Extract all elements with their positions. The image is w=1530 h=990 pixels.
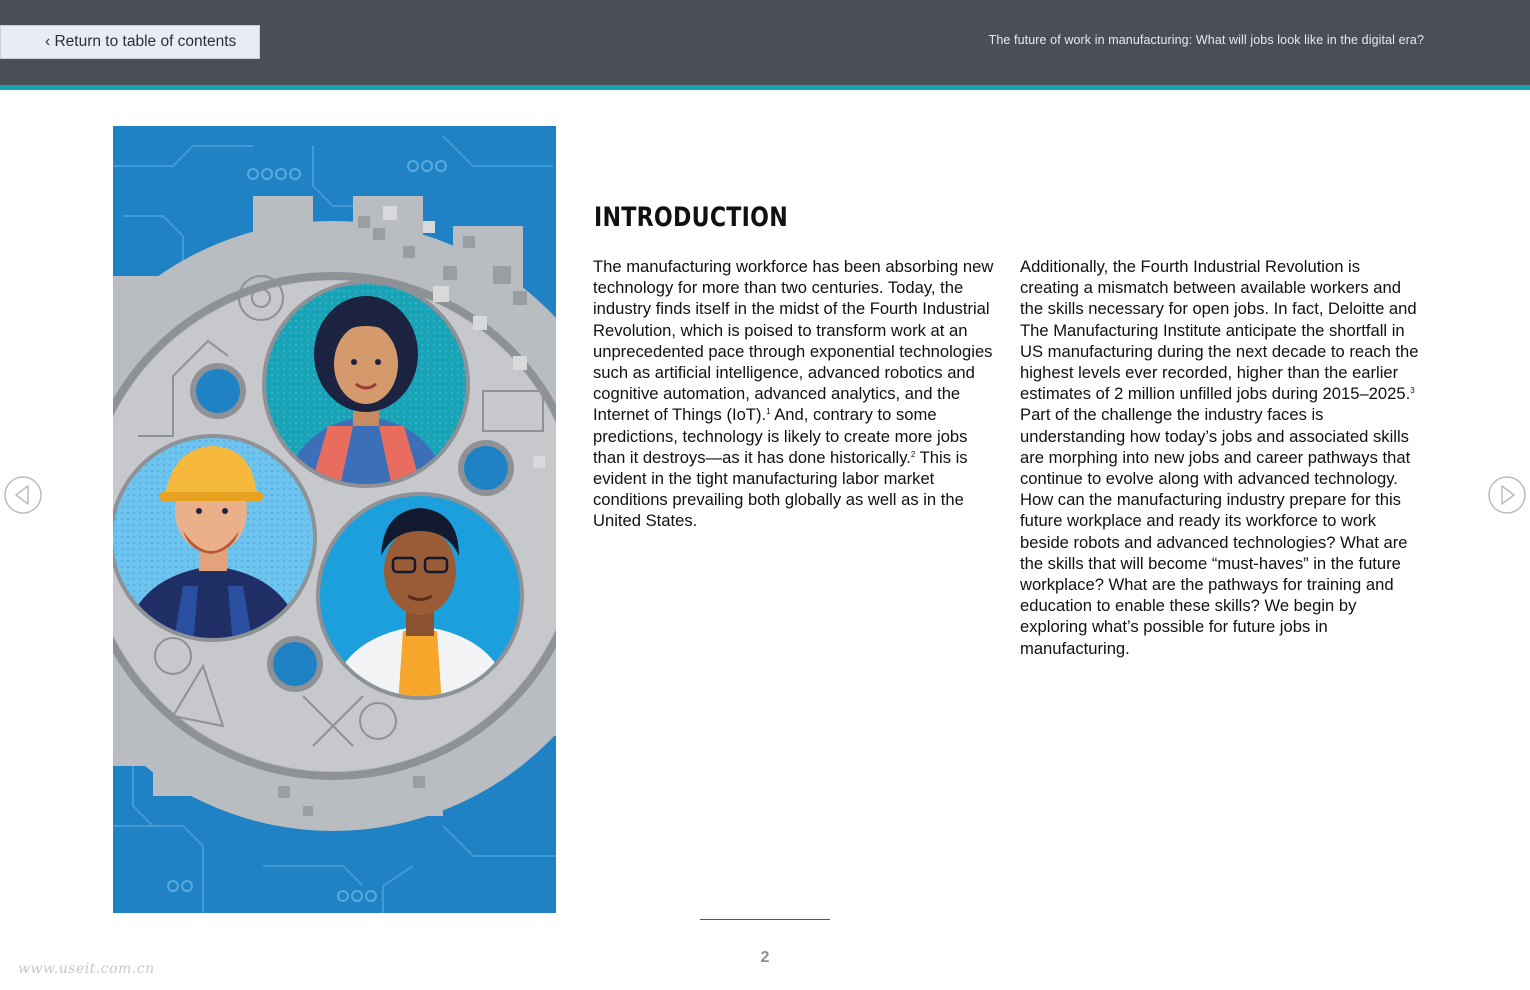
next-page-icon[interactable] — [1487, 475, 1527, 515]
document-title: The future of work in manufacturing: What will jobs look like in the digital era? — [988, 33, 1424, 47]
return-to-toc-button[interactable]: ‹ Return to table of contents — [0, 25, 260, 59]
footnote-ref-3[interactable]: 3 — [1410, 386, 1415, 396]
intro-column-2 — [1020, 256, 1420, 659]
prev-page-icon[interactable] — [3, 475, 43, 515]
illustration-svg — [113, 126, 556, 913]
footnote-ref-1[interactable]: 1 — [766, 407, 771, 417]
page-number: 2 — [760, 949, 770, 966]
intro-column-1 — [593, 256, 997, 532]
intro-paragraph-2: Additionally, the Fourth Industrial Revolution is creating a mismatch between available workers and the skills necessary for open jobs. In fact, Deloitte and The Manufacturing Institute anticipate the shortfall in US manufacturing during the next decade to reach the highest levels ever recorded, higher than the earlier estimates of 2 million unfilled jobs during 2015–2025.$^3$ Part of the challenge the industry faces is understanding how today’s jobs and associated skills are morphing into new jobs and career pathways that continue to evolve along with advanced technology. How can the manufacturing industry prepare for this future workplace and ready its workforce to work beside robots and advanced technologies? What are the skills that will become “must-haves” in the future workplace? What are the pathways for training and education to enable these skills? We begin by exploring what’s possible for future jobs in manufacturing. — [1020, 257, 1419, 658]
watermark: www.useit.com.cn — [18, 961, 155, 977]
footer-divider — [700, 919, 830, 920]
intro-paragraph-1: The manufacturing workforce has been absorbing new technology for more than two centuries. Today, the industry finds itself in the midst of the Fourth Industrial Revolution, which is poised to transform work at an unprecedented pace through exponential technologies such as artificial intelligence, advanced robotics and cognitive automation, advanced analytics, and the Internet of Things (IoT).$^1$ And, contrary to some predictions, technology is likely to create more jobs than it destroys—as it has done historically.$^2$ This is evident in the tight manufacturing labor market conditions prevailing both globally as well as in the United States. — [593, 257, 994, 531]
footnote-ref-2[interactable]: 2 — [910, 449, 916, 459]
header-accent-stripe — [0, 85, 1530, 90]
section-heading: INTRODUCTION — [594, 202, 788, 233]
hero-illustration — [113, 126, 556, 913]
